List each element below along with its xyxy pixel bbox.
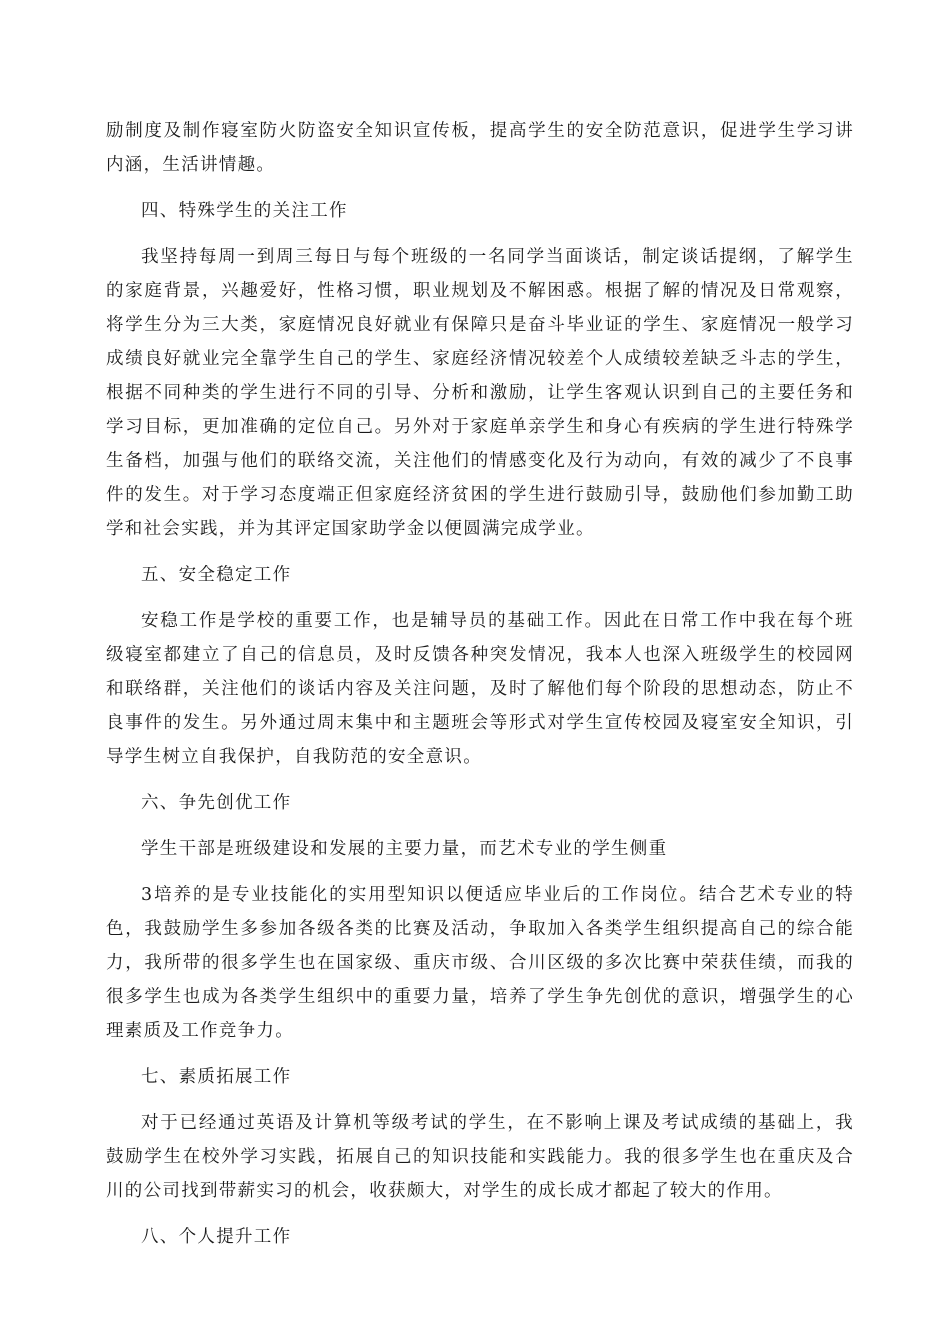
paragraph-safety: 安稳工作是学校的重要工作，也是辅导员的基础工作。因此在日常工作中我在每个班级寝室都建立了自己的信息员，及时反馈各种突发情况，我本人也深入班级学生的校园网和联络群，关注他们的谈话内容及关注问题，及时了解他们每个阶段的思想动态，防止不良事件的发生。另外通过周末集中和主题班会等形式对学生宣传校园及寝室安全知识，引导学生树立自我保护，自我防范的安全意识。	[106, 611, 854, 767]
section-heading-8: 八、个人提升工作	[141, 1227, 292, 1247]
paragraph-excellence-intro: 学生干部是班级建设和发展的主要力量，而艺术专业的学生侧重	[141, 839, 668, 859]
paragraph-quality-development: 对于已经通过英语及计算机等级考试的学生，在不影响上课及考试成绩的基础上，我鼓励学生在校外学习实践，拓展自己的知识技能和实践能力。我的很多学生也在重庆及合川的公司找到带薪实习的机会，收获颇大，对学生的成长成才都起了较大的作用。	[106, 1113, 854, 1201]
section-heading-7: 七、素质拓展工作	[141, 1067, 292, 1087]
section-heading-6: 六、争先创优工作	[141, 793, 292, 813]
section-heading-4: 四、特殊学生的关注工作	[141, 201, 348, 221]
document-body	[106, 114, 854, 1266]
section-heading-5: 五、安全稳定工作	[141, 565, 292, 585]
paragraph-continuation: 励制度及制作寝室防火防盗安全知识宣传板，提高学生的安全防范意识，促进学生学习讲内涵，生活讲情趣。	[106, 121, 854, 175]
paragraph-excellence: 3培养的是专业技能化的实用型知识以便适应毕业后的工作岗位。结合艺术专业的特色，我鼓励学生多参加各级各类的比赛及活动，争取加入各类学生组织提高自己的综合能力，我所带的很多学生也在国家级、重庆市级、合川区级的多次比赛中荣获佳绩，而我的很多学生也成为各类学生组织中的重要力量，培养了学生争先创优的意识，增强学生的心理素质及工作竞争力。	[106, 885, 854, 1041]
paragraph-special-students: 我坚持每周一到周三每日与每个班级的一名同学当面谈话，制定谈话提纲，了解学生的家庭背景，兴趣爱好，性格习惯，职业规划及不解困惑。根据了解的情况及日常观察，将学生分为三大类，家庭情况良好就业有保障只是奋斗毕业证的学生、家庭情况一般学习成绩良好就业完全靠学生自己的学生、家庭经济情况较差个人成绩较差缺乏斗志的学生，根据不同种类的学生进行不同的引导、分析和激励，让学生客观认识到自己的主要任务和学习目标，更加准确的定位自己。另外对于家庭单亲学生和身心有疾病的学生进行特殊学生备档，加强与他们的联络交流，关注他们的情感变化及行为动向，有效的减少了不良事件的发生。对于学习态度端正但家庭经济贫困的学生进行鼓励引导，鼓励他们参加勤工助学和社会实践，并为其评定国家助学金以便圆满完成学业。	[106, 247, 854, 539]
